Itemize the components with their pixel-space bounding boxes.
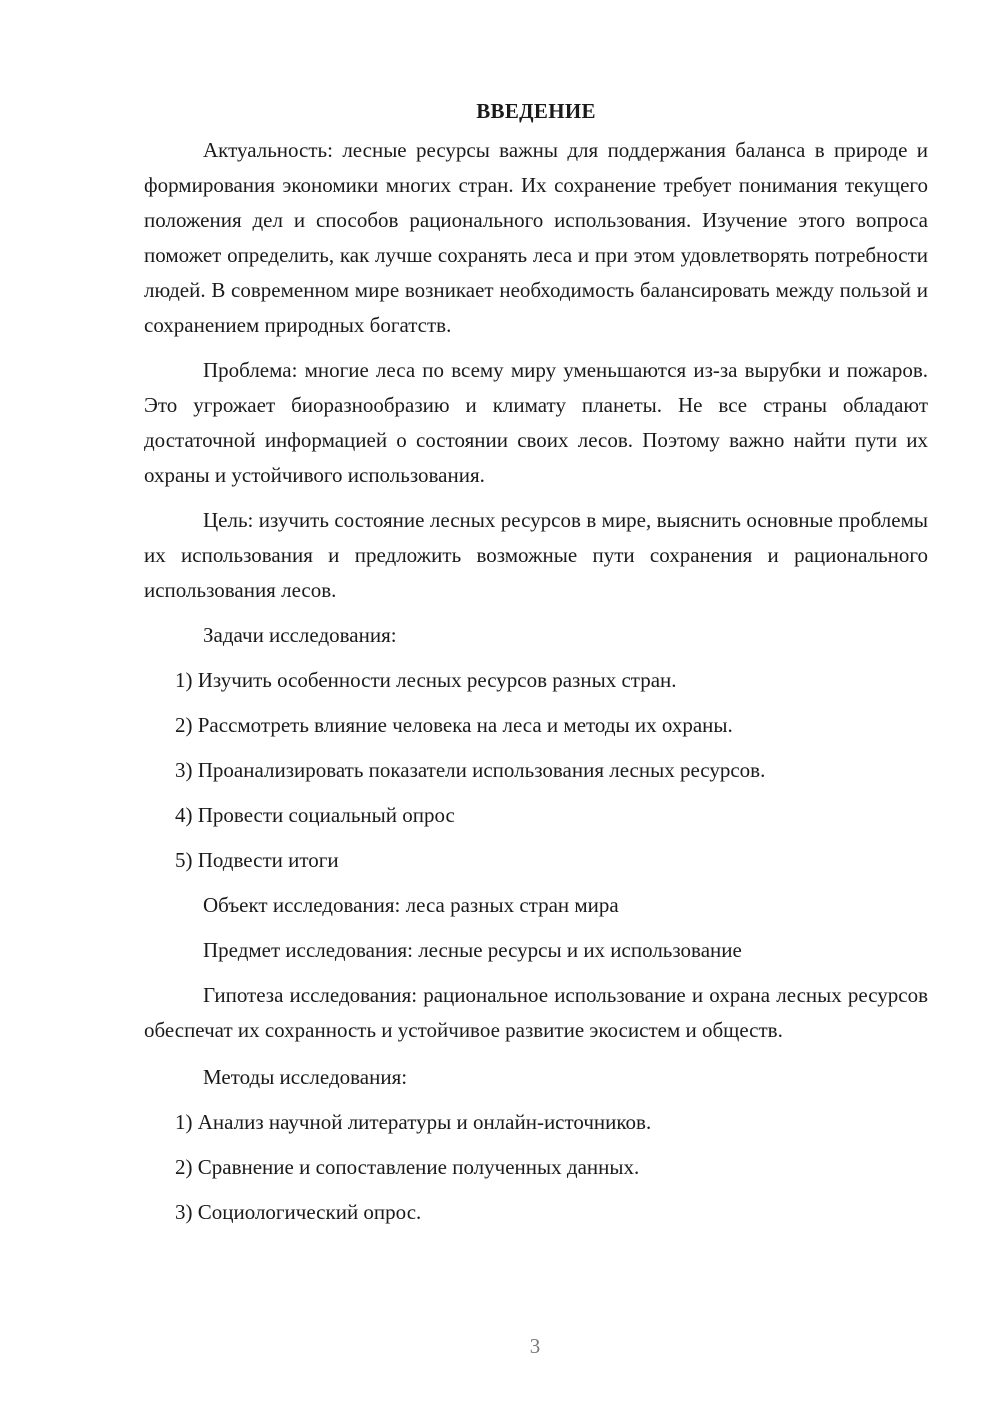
tasks-heading: Задачи исследования: — [203, 623, 397, 647]
research-subject: Предмет исследования: лесные ресурсы и их использование — [203, 938, 742, 962]
document-page — [144, 94, 928, 1240]
method-item: 1) Анализ научной литературы и онлайн-источников. — [175, 1110, 652, 1134]
task-item: 3) Проанализировать показатели использования лесных ресурсов. — [175, 758, 766, 782]
method-item: 3) Социологический опрос. — [175, 1200, 422, 1224]
problem-paragraph: Проблема: многие леса по всему миру уменьшаются из-за вырубки и пожаров. Это угрожает биоразнообразию и климату планеты. Не все страны обладают достаточной информацией о состоянии своих лесов. Поэтому важно найти пути их охраны и устойчивого использования. — [144, 358, 928, 487]
page-number: 3 — [529, 1334, 541, 1358]
hypothesis-paragraph: Гипотеза исследования: рациональное использование и охрана лесных ресурсов обеспечат их сохранность и устойчивое развитие экосистем и обществ. — [144, 983, 928, 1042]
goal-paragraph: Цель: изучить состояние лесных ресурсов в мире, выяснить основные проблемы их использования и предложить возможные пути сохранения и рационального использования лесов. — [144, 508, 928, 602]
task-item: 1) Изучить особенности лесных ресурсов разных стран. — [175, 668, 677, 692]
task-item: 2) Рассмотреть влияние человека на леса и методы их охраны. — [175, 713, 733, 737]
page-title: ВВЕДЕНИЕ — [476, 99, 596, 123]
task-item: 5) Подвести итоги — [175, 848, 339, 872]
method-item: 2) Сравнение и сопоставление полученных данных. — [175, 1155, 640, 1179]
methods-heading: Методы исследования: — [203, 1065, 408, 1089]
relevance-paragraph: Актуальность: лесные ресурсы важны для поддержания баланса в природе и формирования экономики многих стран. Их сохранение требует понимания текущего положения дел и способов рационального использования. Изучение этого вопроса поможет определить, как лучше сохранять леса и при этом удовлетворять потребности людей. В современном мире возникает необходимость балансировать между пользой и сохранением природных богатств. — [144, 138, 928, 337]
task-item: 4) Провести социальный опрос — [175, 803, 455, 827]
research-object: Объект исследования: леса разных стран мира — [203, 893, 619, 917]
